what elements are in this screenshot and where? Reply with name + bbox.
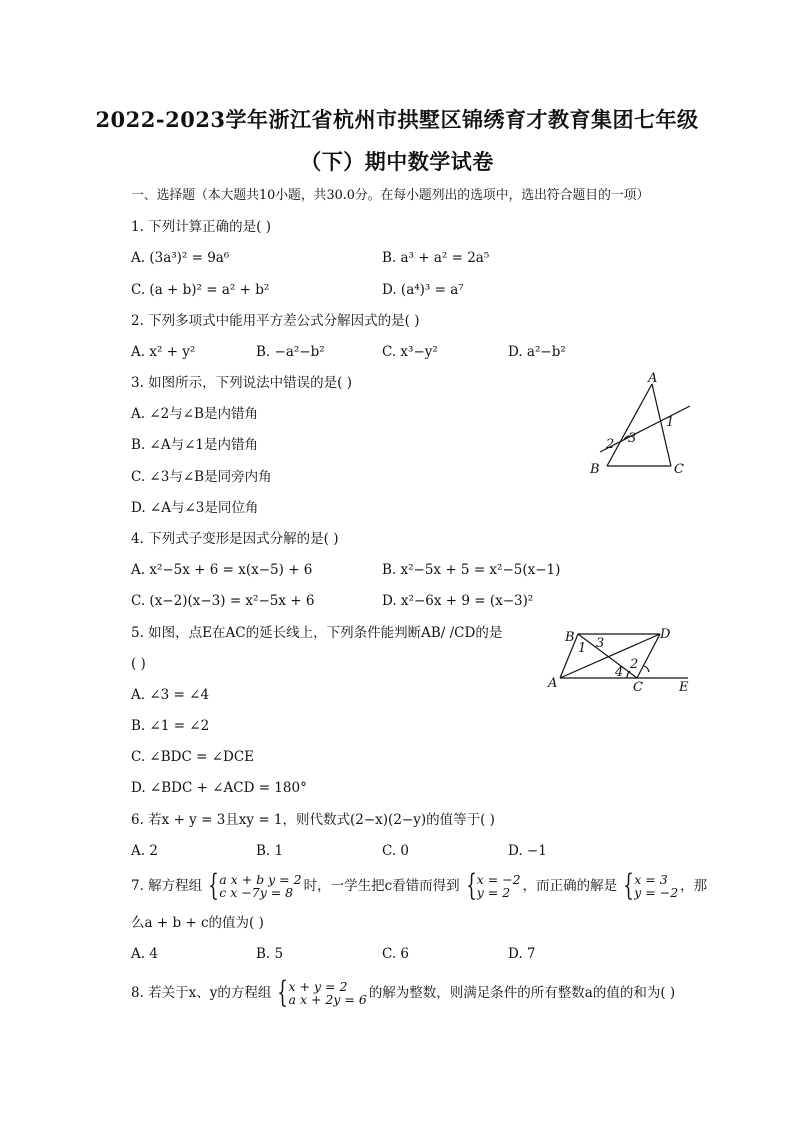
- question-6-option-a[interactable]: A. 2: [131, 843, 158, 859]
- angle-4-arc: [627, 671, 630, 678]
- brace-icon: {: [208, 868, 219, 903]
- q7-end: ，那: [680, 878, 708, 894]
- question-7-option-c[interactable]: C. 6: [382, 946, 410, 962]
- section-heading: 一、选择题（本大题共10小题，共30.0分。在每小题列出的选项中，选出符合题目的一项）: [131, 188, 650, 203]
- q7-mid: 时，一学生把c看错而得到: [303, 878, 460, 894]
- q8-end: 的解为整数，则满足条件的所有整数a的值的和为( ): [368, 985, 676, 1001]
- q8-system: [273, 975, 367, 1010]
- fig3-label-a: A: [648, 371, 658, 386]
- fig3-label-c: C: [674, 462, 684, 477]
- q7-sys1-row2: c x −7y = 8: [219, 885, 294, 900]
- q8-sys-row1: x + y = 2: [288, 979, 348, 994]
- question-6-option-b[interactable]: B. 1: [256, 843, 284, 859]
- question-4-option-a[interactable]: A. x²−5x + 6 = x(x−5) + 6: [131, 562, 313, 578]
- fig5-label-1: 1: [578, 641, 587, 656]
- q7-sys3-row1: x = 3: [634, 872, 668, 887]
- fig5-label-c: C: [633, 680, 643, 695]
- q7-sys3-row2: y = −2: [634, 885, 679, 900]
- brace-icon: {: [277, 975, 289, 1010]
- question-3-option-d[interactable]: D. ∠A与∠3是同位角: [131, 500, 259, 516]
- question-1-option-b[interactable]: B. a³ + a² = 2a⁵: [382, 250, 490, 266]
- brace-icon: {: [623, 868, 634, 903]
- fig5-label-4: 4: [615, 665, 624, 680]
- q7-sys2-row2: y = 2: [476, 885, 511, 900]
- question-5-stem: 5. 如图，点E在AC的延长线上，下列条件能判断AB/ /CD的是: [131, 625, 503, 641]
- question-1-option-c[interactable]: C. (a + b)² = a² + b²: [131, 282, 270, 298]
- q8-pre: 8. 若关于x、y的方程组: [131, 985, 272, 1001]
- question-5-option-a[interactable]: A. ∠3 = ∠4: [131, 687, 210, 703]
- question-4-option-c[interactable]: C. (x−2)(x−3) = x²−5x + 6: [131, 593, 315, 609]
- q7-mid2: ，而正确的解是: [522, 878, 618, 894]
- title-line-1: 2022-2023学年浙江省杭州市拱墅区锦绣育才教育集团七年级: [95, 107, 699, 132]
- title-line-2: （下）期中数学试卷: [300, 149, 494, 174]
- fig3-label-1: 1: [666, 415, 675, 430]
- question-5-option-c[interactable]: C. ∠BDC = ∠DCE: [131, 749, 255, 765]
- question-6-option-d[interactable]: D. −1: [508, 843, 547, 859]
- question-6-option-c[interactable]: C. 0: [382, 843, 410, 859]
- question-5-option-d[interactable]: D. ∠BDC + ∠ACD = 180°: [131, 780, 307, 796]
- q7-system-1: [204, 868, 302, 903]
- question-1-stem: 1. 下列计算正确的是( ): [131, 219, 271, 235]
- question-3-stem: 3. 如图所示，下列说法中错误的是( ): [131, 375, 352, 391]
- fig5-label-d: D: [660, 627, 671, 642]
- figure-triangle-transversal: [580, 370, 700, 480]
- question-2-option-b[interactable]: B. −a²−b²: [256, 344, 325, 360]
- question-2-option-c[interactable]: C. x³−y²: [382, 344, 438, 360]
- question-1-option-a[interactable]: A. (3a³)² = 9a⁶: [131, 250, 230, 266]
- fig3-label-2: 2: [606, 437, 615, 452]
- q8-sys-row2: a x + 2y = 6: [288, 992, 367, 1007]
- question-3-option-b[interactable]: B. ∠A与∠1是内错角: [131, 437, 258, 453]
- question-7-line-2: 么a + b + c的值为( ): [131, 915, 264, 931]
- side-ab: [607, 384, 652, 466]
- fig3-label-b: B: [590, 462, 600, 477]
- question-7-option-d[interactable]: D. 7: [508, 946, 536, 962]
- angle-2-arc: [644, 666, 649, 672]
- fig3-label-3: 3: [628, 431, 637, 446]
- question-3-option-a[interactable]: A. ∠2与∠B是内错角: [131, 406, 258, 422]
- question-3-option-c[interactable]: C. ∠3与∠B是同旁内角: [131, 469, 272, 485]
- question-6-stem: 6. 若x + y = 3且xy = 1，则代数式(2−x)(2−y)的值等于( ): [131, 812, 495, 828]
- brace-icon: {: [465, 868, 477, 903]
- question-2-stem: 2. 下列多项式中能用平方差公式分解因式的是( ): [131, 313, 420, 329]
- fig5-label-e: E: [679, 680, 689, 695]
- diagonal-bc: [578, 634, 637, 678]
- q7-sys2-row1: x = −2: [476, 872, 521, 887]
- q7-pre: 7. 解方程组: [131, 878, 203, 894]
- question-1-option-d[interactable]: D. (a⁴)³ = a⁷: [382, 282, 464, 298]
- question-5-option-b[interactable]: B. ∠1 = ∠2: [131, 718, 210, 734]
- q7-system-2: [462, 868, 521, 903]
- figure-parallelogram: [540, 622, 700, 698]
- fig5-label-a: A: [548, 676, 558, 691]
- question-4-stem: 4. 下列式子变形是因式分解的是( ): [131, 531, 339, 547]
- fig5-label-3: 3: [596, 636, 605, 651]
- fig5-label-2: 2: [630, 657, 639, 672]
- q7-sys1-row1: a x + b y = 2: [219, 872, 302, 887]
- question-5-paren: ( ): [131, 656, 146, 672]
- question-4-option-b[interactable]: B. x²−5x + 5 = x²−5(x−1): [382, 562, 561, 578]
- question-7-option-a[interactable]: A. 4: [131, 946, 158, 962]
- question-4-option-d[interactable]: D. x²−6x + 9 = (x−3)²: [382, 593, 534, 609]
- question-8-stem: [131, 977, 675, 1009]
- q7-system-3: [619, 868, 679, 903]
- question-7-option-b[interactable]: B. 5: [256, 946, 284, 962]
- fig5-label-b: B: [565, 630, 575, 645]
- question-2-option-d[interactable]: D. a²−b²: [508, 344, 566, 360]
- question-2-option-a[interactable]: A. x² + y²: [131, 344, 196, 360]
- question-7-stem: [131, 870, 707, 902]
